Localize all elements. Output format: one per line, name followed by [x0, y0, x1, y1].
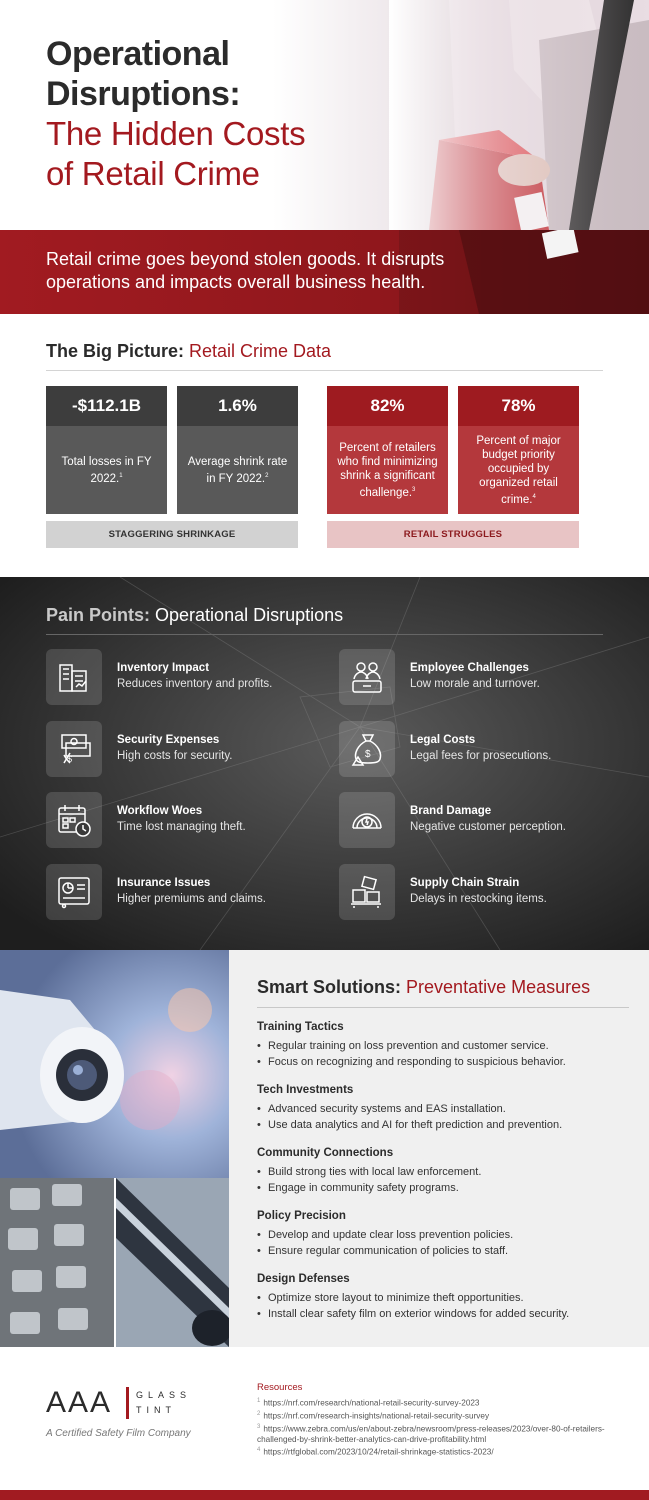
stat-card-shrink-rate: [177, 386, 298, 514]
big-picture-heading-red: Retail Crime Data: [189, 341, 332, 361]
stat-description: Percent of retailers who find minimizing shrink a significant challenge.$^3$: [327, 426, 448, 514]
hero-section: [0, 0, 649, 230]
pain-item-title: Legal Costs: [410, 734, 476, 746]
banner-text: Retail crime goes beyond stolen goods. It disrupts operations and impacts overall business health.: [46, 249, 445, 292]
pain-item-desc: Negative customer perception.: [410, 821, 566, 833]
pain-item-desc: Legal fees for prosecutions.: [410, 750, 552, 762]
big-picture-heading-bold: The Big Picture:: [46, 341, 185, 361]
security-camera-photo: [0, 950, 229, 1178]
title-line-2: Disruptions:: [46, 75, 241, 113]
stat-value: 1.6%: [177, 386, 298, 426]
stat-card-losses: [46, 386, 167, 514]
solution-group-design: [257, 1272, 637, 1322]
solutions-heading-bold: Smart Solutions:: [257, 977, 402, 997]
resource-link[interactable]: $^3$ https://www.zebra.com/us/en/about-zebra/newsroom/press-releases/2023/over-80-of-retailers-challenged-by-shrink-better-analytics-can-drive-profitability.html: [257, 1424, 605, 1445]
inventory-icon: [56, 659, 92, 695]
logo-divider: [126, 1387, 129, 1419]
stat-value: -$112.1B: [46, 386, 167, 426]
stat-card-retailers-challenge: [327, 386, 448, 514]
footer-accent-bar: [0, 1490, 649, 1500]
pain-item-desc: Higher premiums and claims.: [117, 893, 266, 905]
stat-description: Average shrink rate in FY 2022.$^2$: [177, 426, 298, 514]
resources-heading: Resources: [257, 1382, 303, 1393]
solutions-panel: [229, 950, 649, 1347]
logo-line-2: TINT: [136, 1405, 176, 1415]
solution-group-policy: [257, 1209, 637, 1259]
pain-item-title: Security Expenses: [117, 734, 220, 746]
pain-points-section: [0, 577, 649, 950]
title-line-1: Operational: [46, 35, 230, 73]
pain-item-desc: Time lost managing theft.: [117, 821, 246, 833]
tag-retail-struggles: RETAIL STRUGGLES: [327, 521, 579, 548]
title-line-3: The Hidden Costs: [46, 115, 306, 152]
resource-link[interactable]: $^4$ https://rtfglobal.com/2023/10/24/retail-shrinkage-statistics-2023/: [257, 1447, 494, 1457]
solution-bullet: • Use data analytics and AI for theft prediction and prevention.: [257, 1117, 637, 1133]
solution-group-title: Policy Precision: [257, 1210, 346, 1222]
divider: [46, 634, 603, 635]
solution-group-tech: [257, 1083, 637, 1133]
pain-item-desc: High costs for security.: [117, 750, 233, 762]
stat-value: 78%: [458, 386, 579, 426]
resource-link[interactable]: $^2$ https://nrf.com/research-insights/national-retail-security-survey: [257, 1411, 490, 1421]
pain-points-heading: [46, 604, 343, 626]
security-tags-photo: [0, 1178, 114, 1347]
stat-description: Total losses in FY 2022.$^1$: [46, 426, 167, 514]
employees-icon: [349, 659, 385, 695]
pain-item-title: Brand Damage: [410, 805, 492, 817]
divider: [257, 1007, 629, 1008]
solution-bullet: • Focus on recognizing and responding to suspicious behavior.: [257, 1054, 637, 1070]
pain-points-heading-rest: Operational Disruptions: [155, 605, 344, 625]
stat-description: Percent of major budget priority occupied by organized retail crime.$^4$: [458, 426, 579, 514]
solution-bullet: • Develop and update clear loss prevention policies.: [257, 1227, 637, 1243]
solution-bullet: • Advanced security systems and EAS installation.: [257, 1101, 637, 1117]
calendar-clock-icon: [56, 802, 92, 838]
money-bag-icon: [349, 731, 385, 767]
pain-item-title: Supply Chain Strain: [410, 877, 520, 889]
boxes-icon: [349, 874, 385, 910]
logo-line-1: GLASS: [136, 1390, 192, 1400]
solution-group-training: [257, 1020, 637, 1070]
document-chart-icon: [56, 874, 92, 910]
solutions-heading: [257, 976, 590, 998]
solutions-photos: [0, 950, 229, 1347]
solution-bullet: • Optimize store layout to minimize theft opportunities.: [257, 1290, 637, 1306]
tag-staggering-shrinkage: STAGGERING SHRINKAGE: [46, 521, 298, 548]
hero-photo-shopper: [389, 0, 649, 230]
title-line-4: of Retail Crime: [46, 155, 260, 192]
hero-title: [46, 34, 376, 194]
resource-link[interactable]: $^1$ https://nrf.com/research/national-retail-security-survey-2023: [257, 1398, 480, 1408]
solutions-heading-red: Preventative Measures: [406, 977, 591, 997]
pain-item-title: Inventory Impact: [117, 662, 210, 674]
solution-group-title: Design Defenses: [257, 1273, 350, 1285]
solution-bullet: • Engage in community safety programs.: [257, 1180, 637, 1196]
svg-text:$: $: [365, 749, 371, 760]
pain-item-title: Workflow Woes: [117, 805, 203, 817]
solution-group-title: Community Connections: [257, 1147, 394, 1159]
solution-bullet: • Build strong ties with local law enforcement.: [257, 1164, 637, 1180]
pain-item-title: Employee Challenges: [410, 662, 529, 674]
big-picture-heading: [46, 340, 331, 362]
solution-group-title: Tech Investments: [257, 1084, 354, 1096]
divider: [46, 370, 603, 371]
solution-bullet: • Regular training on loss prevention and customer service.: [257, 1038, 637, 1054]
solution-bullet: • Install clear safety film on exterior windows for added security.: [257, 1306, 637, 1322]
logo-wordmark: AAA: [46, 1386, 113, 1419]
svg-text:$: $: [67, 754, 73, 764]
stat-card-budget-priority: [458, 386, 579, 514]
stat-value: 82%: [327, 386, 448, 426]
window-film-roll-photo: [116, 1178, 229, 1347]
company-tagline: A Certified Safety Film Company: [46, 1428, 191, 1439]
pain-item-title: Insurance Issues: [117, 877, 211, 889]
pain-item-desc: Reduces inventory and profits.: [117, 678, 273, 690]
pain-item-desc: Low morale and turnover.: [410, 678, 540, 690]
solution-group-title: Training Tactics: [257, 1021, 344, 1033]
pain-points-heading-bold: Pain Points:: [46, 605, 151, 625]
intro-banner: [0, 230, 649, 314]
gauge-icon: [349, 802, 385, 838]
solution-group-community: [257, 1146, 637, 1196]
money-icon: [56, 731, 92, 767]
solution-bullet: • Ensure regular communication of policies to staff.: [257, 1243, 637, 1259]
pain-item-desc: Delays in restocking items.: [410, 893, 547, 905]
